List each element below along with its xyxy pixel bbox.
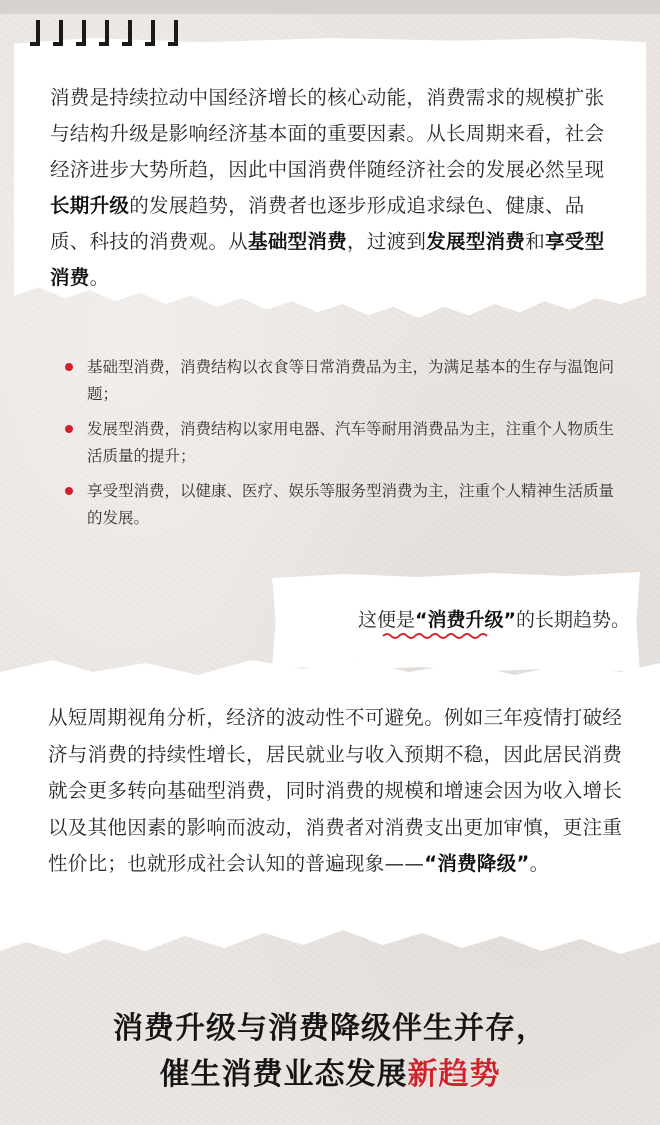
heading-line-1: 消费升级与消费降级伴生并存， [113,1011,547,1046]
list-item: 发展型消费，消费结构以家用电器、汽车等耐用消费品为主，注重个人物质生活质量的提升； [65,416,625,470]
list-item: 享受型消费，以健康、医疗、娱乐等服务型消费为主，注重个人精神生活质量的发展。 [65,478,625,532]
emphasis-development-consumption: 发展型消费 [426,230,526,253]
red-squiggle-underline-icon [382,631,488,641]
heading-red-accent: 新趋势 [407,1057,501,1092]
consumption-types-list [65,354,625,540]
emphasis-consumption-downgrade: “消费降级” [424,852,530,875]
list-item: 基础型消费，消费结构以衣食等日常消费品为主，为满足基本的生存与温饱问题； [65,354,625,408]
notebook-binding [30,18,182,52]
upgrade-note: 这便是“消费升级”的长期趋势。 [357,609,630,631]
heading-line-2: 催生消费业态发展新趋势 [159,1057,501,1092]
emphasis-long-term-upgrade: 长期升级 [50,194,130,217]
intro-paragraph: 消费是持续拉动中国经济增长的核心动能，消费需求的规模扩张与结构升级是影响经济基本面的重要因素。从长周期来看，社会经济进步大势所趋，因此中国消费伴随经济社会的发展必然呈现长期升级的发展趋势，消费者也逐步形成追求绿色、健康、品质、科技的消费观。从基础型消费，过渡到发展型消费和享受型消费。 [50,86,605,289]
emphasis-basic-consumption: 基础型消费 [248,230,348,253]
consumption-upgrade-highlight: “消费升级” [415,609,516,631]
section-heading [0,1006,660,1098]
bullet-dot-icon [65,425,73,433]
emphasis-enjoyment-consumption: 享受型消费 [50,230,605,289]
bullet-dot-icon [65,363,73,371]
top-strip [0,0,660,14]
short-cycle-paragraph: 从短周期视角分析，经济的波动性不可避免。例如三年疫情打破经济与消费的持续性增长，居民就业与收入预期不稳，因此居民消费就会更多转向基础型消费，同时消费的规模和增速会因为收入增长以及其他因素的影响而波动，消费者对消费支出更加审慎，更注重性价比；也就形成社会认知的普遍现象——“消费降级”。 [48,706,623,875]
bullet-dot-icon [65,487,73,495]
